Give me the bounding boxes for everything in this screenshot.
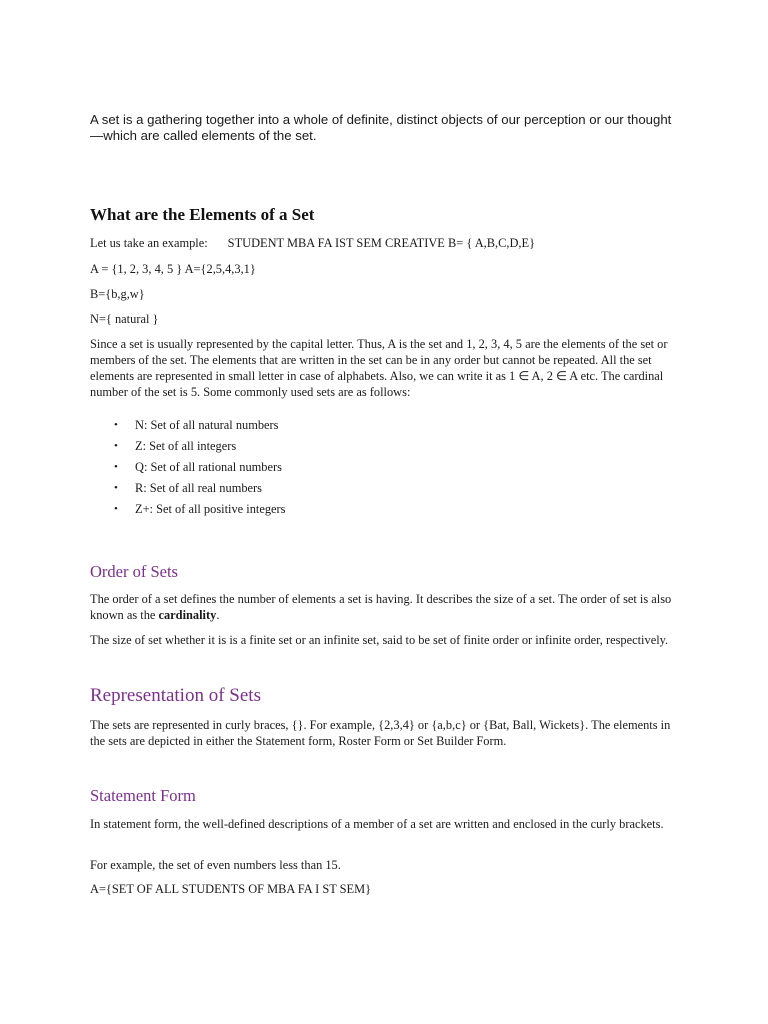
representation-heading: Representation of Sets (90, 685, 261, 706)
order-paragraph-1: The order of a set defines the number of elements a set is having. It describes the size of a set. The order of set is also known as the cardinality. (90, 592, 672, 622)
statement-paragraph-2: For example, the set of even numbers less than 15. (90, 858, 341, 872)
list-item: • N: Set of all natural numbers (114, 418, 279, 432)
order-of-sets-heading: Order of Sets (90, 562, 178, 581)
elements-heading: What are the Elements of a Set (90, 205, 315, 224)
representation-paragraph: The sets are represented in curly braces, {}. For example, {2,3,4} or {a,b,c} or {Bat, Ball, Wickets}. The elements in the sets are depicted in either the Statement form, Roster Form or Set Builder Form. (90, 718, 671, 748)
list-item: • R: Set of all real numbers (114, 481, 262, 495)
bullet-icon: • (114, 461, 118, 473)
elements-paragraph: Since a set is usually represented by the capital letter. Thus, A is the set and 1, 2, 3, 4, 5 are the elements of the set or members of the set. The elements that are written in the set can be in any order but cannot be repeated. All the set elements are represented in small letter in case of alphabets. Also, we can write it as 1 ∈ A, 2 ∈ A etc. The cardinal number of the set is 5. Some commonly used sets are as follows: (90, 337, 668, 399)
example-line (90, 235, 678, 251)
set-a-line: A = {1, 2, 3, 4, 5 } A={2,5,4,3,1} (90, 262, 256, 276)
list-item: • Q: Set of all rational numbers (114, 460, 282, 474)
list-item: • Z+: Set of all positive integers (114, 502, 286, 516)
statement-form-heading: Statement Form (90, 786, 196, 805)
list-item: • Z: Set of all integers (114, 439, 237, 453)
cardinality-term: cardinality (158, 608, 217, 622)
common-sets-list (90, 417, 286, 522)
statement-paragraph-1: In statement form, the well-defined descriptions of a member of a set are written and enclosed in the curly brackets. (90, 817, 664, 831)
example-intro: Let us take an example: (90, 236, 208, 250)
bullet-icon: • (114, 419, 118, 431)
statement-paragraph-3: A={SET OF ALL STUDENTS OF MBA FA I ST SEM} (90, 882, 372, 896)
example-value: STUDENT MBA FA IST SEM CREATIVE B= { A,B,C,D,E} (227, 236, 536, 250)
order-paragraph-2: The size of set whether it is is a finite set or an infinite set, said to be set of finite order or infinite order, respectively. (90, 633, 669, 647)
set-b-line: B={b,g,w} (90, 287, 145, 301)
bullet-icon: • (114, 440, 118, 452)
intro-paragraph: A set is a gathering together into a whole of definite, distinct objects of our perception or our thought —which are called elements of the set. (90, 112, 672, 143)
bullet-icon: • (114, 482, 118, 494)
bullet-icon: • (114, 503, 118, 515)
set-n-line: N={ natural } (90, 312, 159, 326)
